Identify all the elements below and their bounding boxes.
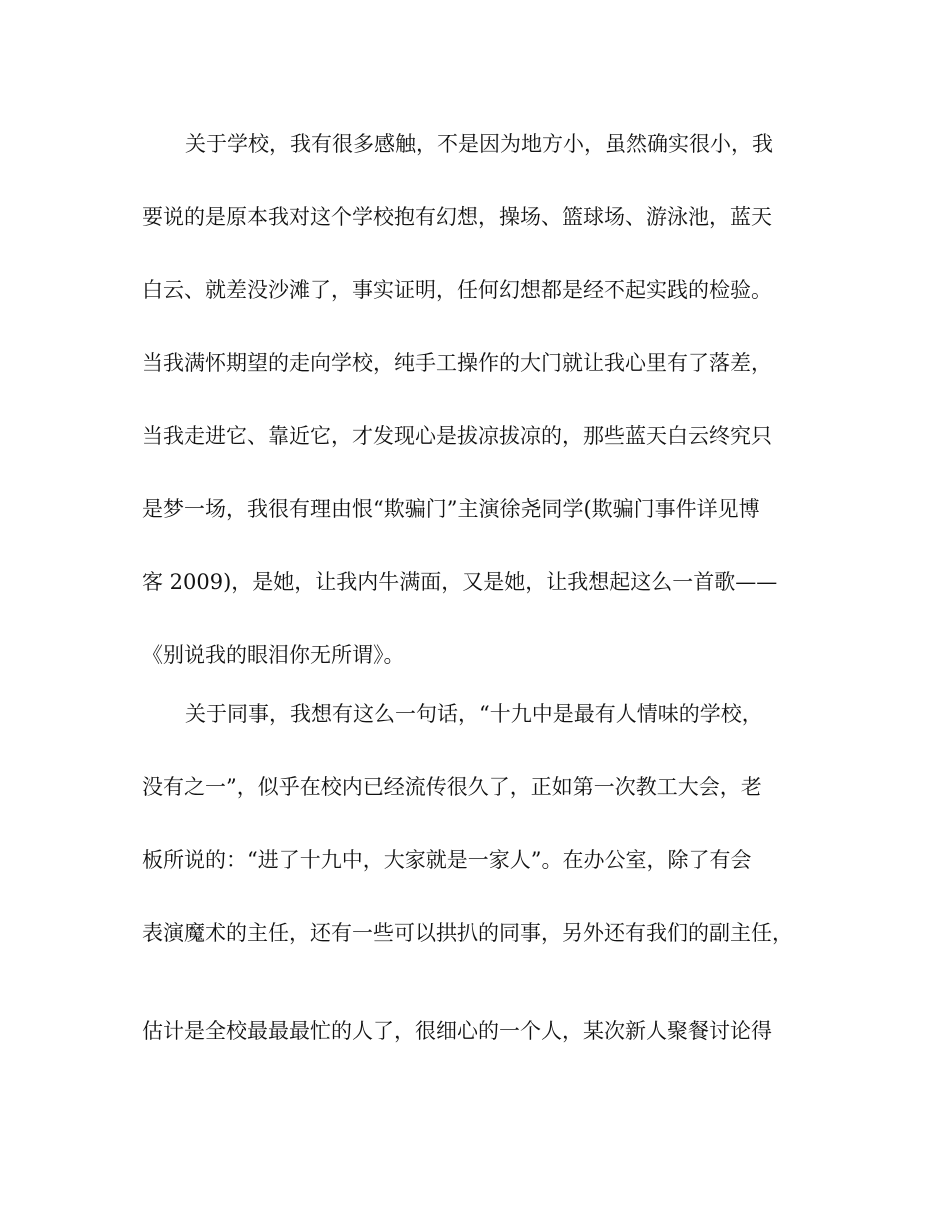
paragraph-1-line-1: 关于学校，我有很多感触，不是因为地方小，虽然确实很小，我 [185,132,773,156]
paragraph-2-line-4: 表演魔术的主任，还有一些可以拱扒的同事，另外还有我们的副主任， [142,921,793,945]
paragraph-2-line-5: 估计是全校最最最忙的人了，很细心的一个人，某次新人聚餐讨论得 [142,1019,772,1043]
paragraph-1-line-2: 要说的是原本我对这个学校抱有幻想，操场、篮球场、游泳池，蓝天 [142,205,772,229]
paragraph-2-line-3: 板所说的：“进了十九中，大家就是一家人”。在办公室，除了有会 [142,848,752,872]
paragraph-1-line-8: 《别说我的眼泪你无所谓》。 [142,643,405,667]
paragraph-1-line-7: 客 2009)，是她，让我内牛满面，又是她，让我想起这么一首歌—— [142,570,778,594]
paragraph-1-line-3: 白云、就差没沙滩了，事实证明，任何幻想都是经不起实践的检验。 [142,278,772,302]
paragraph-2-line-2: 没有之一”，似乎在校内已经流传很久了，正如第一次教工大会，老 [142,775,762,799]
paragraph-1-line-5: 当我走进它、靠近它，才发现心是拔凉拔凉的，那些蓝天白云终究只 [142,424,772,448]
paragraph-1-line-6: 是梦一场，我很有理由恨“欺骗门”主演徐尧同学(欺骗门事件详见博 [142,497,760,521]
paragraph-2-line-1: 关于同事，我想有这么一句话，“十九中是最有人情味的学校， [185,702,763,726]
paragraph-1-line-4: 当我满怀期望的走向学校，纯手工操作的大门就让我心里有了落差， [142,351,772,375]
